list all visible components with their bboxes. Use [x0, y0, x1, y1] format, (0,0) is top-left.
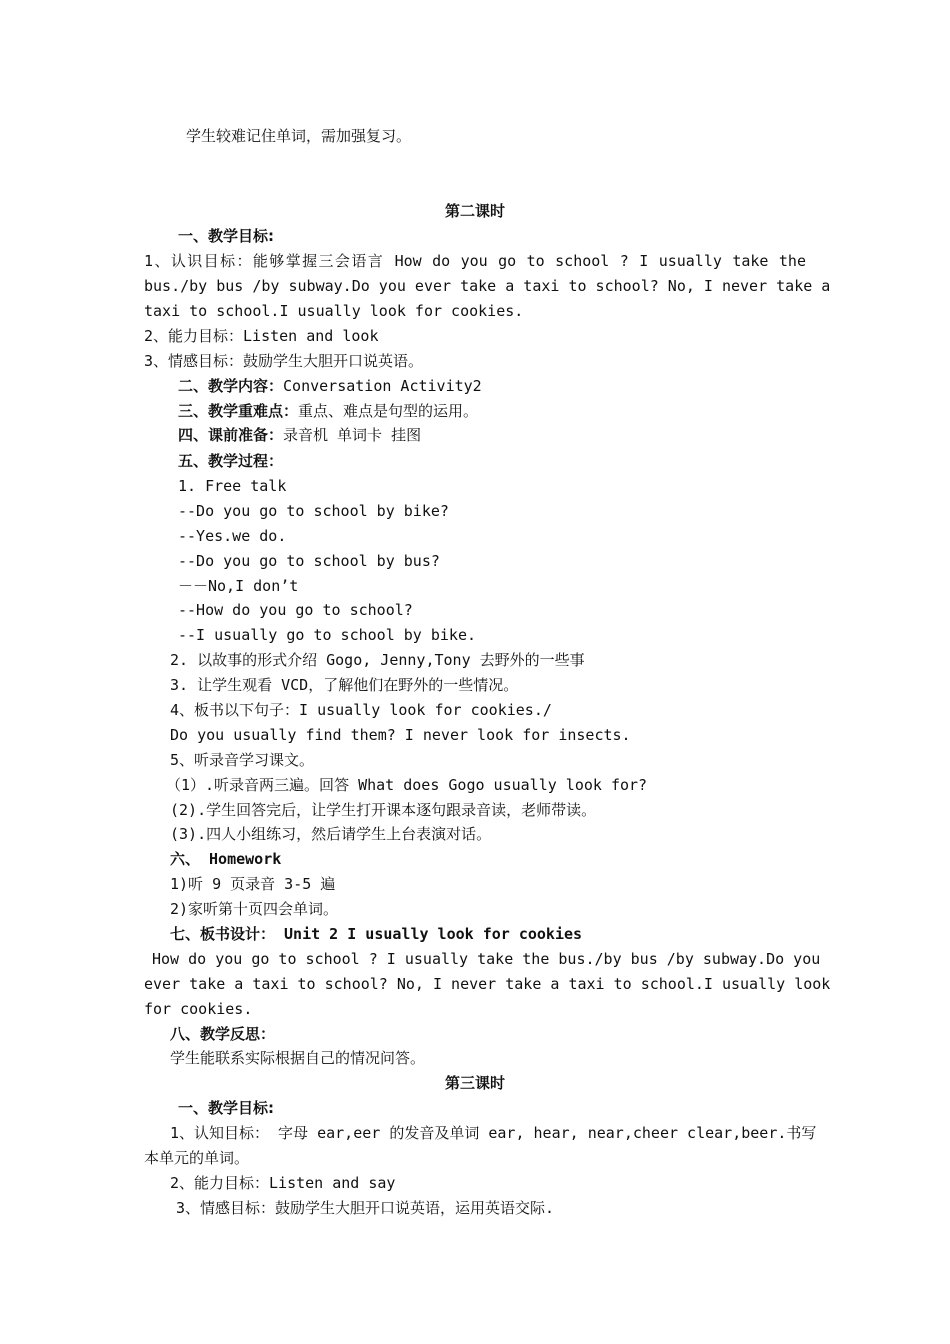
section-title-lesson-3: 第三课时 — [444, 1074, 505, 1092]
board-line: How do you go to school ? I usually take the bus./by bus /by subway.Do you — [152, 950, 821, 968]
process-line: Do you usually find them? I never look for insects. — [170, 726, 631, 744]
paragraph-line: 3、情感目标：鼓励学生大胆开口说英语，运用英语交际. — [176, 1199, 555, 1217]
dialogue-line: --How do you go to school? — [178, 601, 413, 619]
paragraph-line: 本单元的单词。 — [144, 1149, 250, 1167]
paragraph-line: 3、情感目标：鼓励学生大胆开口说英语。 — [144, 352, 424, 370]
heading-objectives-3: 一、教学目标: — [178, 1099, 274, 1117]
heading-homework: 六、 Homework — [170, 850, 282, 868]
process-line: （1）.听录音两三遍。回答 What does Gogo usually look for? — [166, 776, 648, 794]
reflection-text-2: 学生能联系实际根据自己的情况问答。 — [170, 1049, 426, 1067]
paragraph-line: 1、认识目标：能够掌握三会语言 How do you go to school ? I usually take the — [144, 252, 806, 270]
process-line: (2).学生回答完后，让学生打开课本逐句跟录音读，老师带读。 — [170, 801, 597, 819]
paragraph-line: taxi to school.I usually look for cookies. — [144, 302, 524, 320]
content-value: Conversation Activity2 — [283, 377, 482, 395]
reflection-text-1: 学生较难记住单词，需加强复习。 — [186, 127, 412, 145]
process-line: 2. 以故事的形式介绍 Gogo, Jenny,Tony 去野外的一些事 — [170, 651, 585, 669]
preparation-row — [178, 425, 840, 445]
heading-key-points: 三、教学重难点： — [178, 402, 299, 420]
process-line: 1. Free talk — [178, 477, 287, 495]
dialogue-line: --I usually go to school by bike. — [178, 626, 477, 644]
heading-board-design: 七、板书设计： Unit 2 I usually look for cookies — [170, 925, 583, 943]
board-line: ever take a taxi to school? No, I never take a taxi to school.I usually look — [144, 975, 831, 993]
heading-content: 二、教学内容： — [178, 377, 284, 395]
dialogue-line: --Do you go to school by bus? — [178, 552, 440, 570]
paragraph-line: 2、能力目标：Listen and say — [170, 1174, 396, 1192]
content-row — [178, 376, 840, 396]
homework-line: 2)家听第十页四会单词。 — [170, 900, 339, 918]
process-line: (3).四人小组练习，然后请学生上台表演对话。 — [170, 825, 492, 843]
process-line: 3. 让学生观看 VCD，了解他们在野外的一些情况。 — [170, 676, 519, 694]
key-points-row — [178, 401, 840, 421]
homework-line: 1)听 9 页录音 3-5 遍 — [170, 875, 336, 893]
heading-objectives-2: 一、教学目标: — [178, 227, 274, 245]
paragraph-line: 2、能力目标：Listen and look — [144, 327, 379, 345]
heading-preparation: 四、课前准备： — [178, 426, 284, 444]
dialogue-line: --Do you go to school by bike? — [178, 502, 449, 520]
board-line: for cookies. — [144, 1000, 253, 1018]
process-line: 5、听录音学习课文。 — [170, 751, 315, 769]
paragraph-line: bus./by bus /by subway.Do you ever take a taxi to school? No, I never take a — [144, 277, 831, 295]
dialogue-line: －－No,I don’t — [178, 577, 299, 595]
dialogue-line: --Yes.we do. — [178, 527, 287, 545]
section-title-lesson-2: 第二课时 — [444, 202, 505, 220]
preparation-value: 录音机 单词卡 挂图 — [283, 426, 422, 444]
heading-reflection: 八、教学反思： — [170, 1025, 276, 1043]
key-points-value: 重点、难点是句型的运用。 — [298, 402, 479, 420]
paragraph-line: 1、认知目标： 字母 ear,eer 的发音及单词 ear, hear, near,cheer clear,beer.书写 — [170, 1124, 817, 1142]
process-line: 4、板书以下句子：I usually look for cookies./ — [170, 701, 552, 719]
heading-process: 五、教学过程： — [178, 452, 284, 470]
